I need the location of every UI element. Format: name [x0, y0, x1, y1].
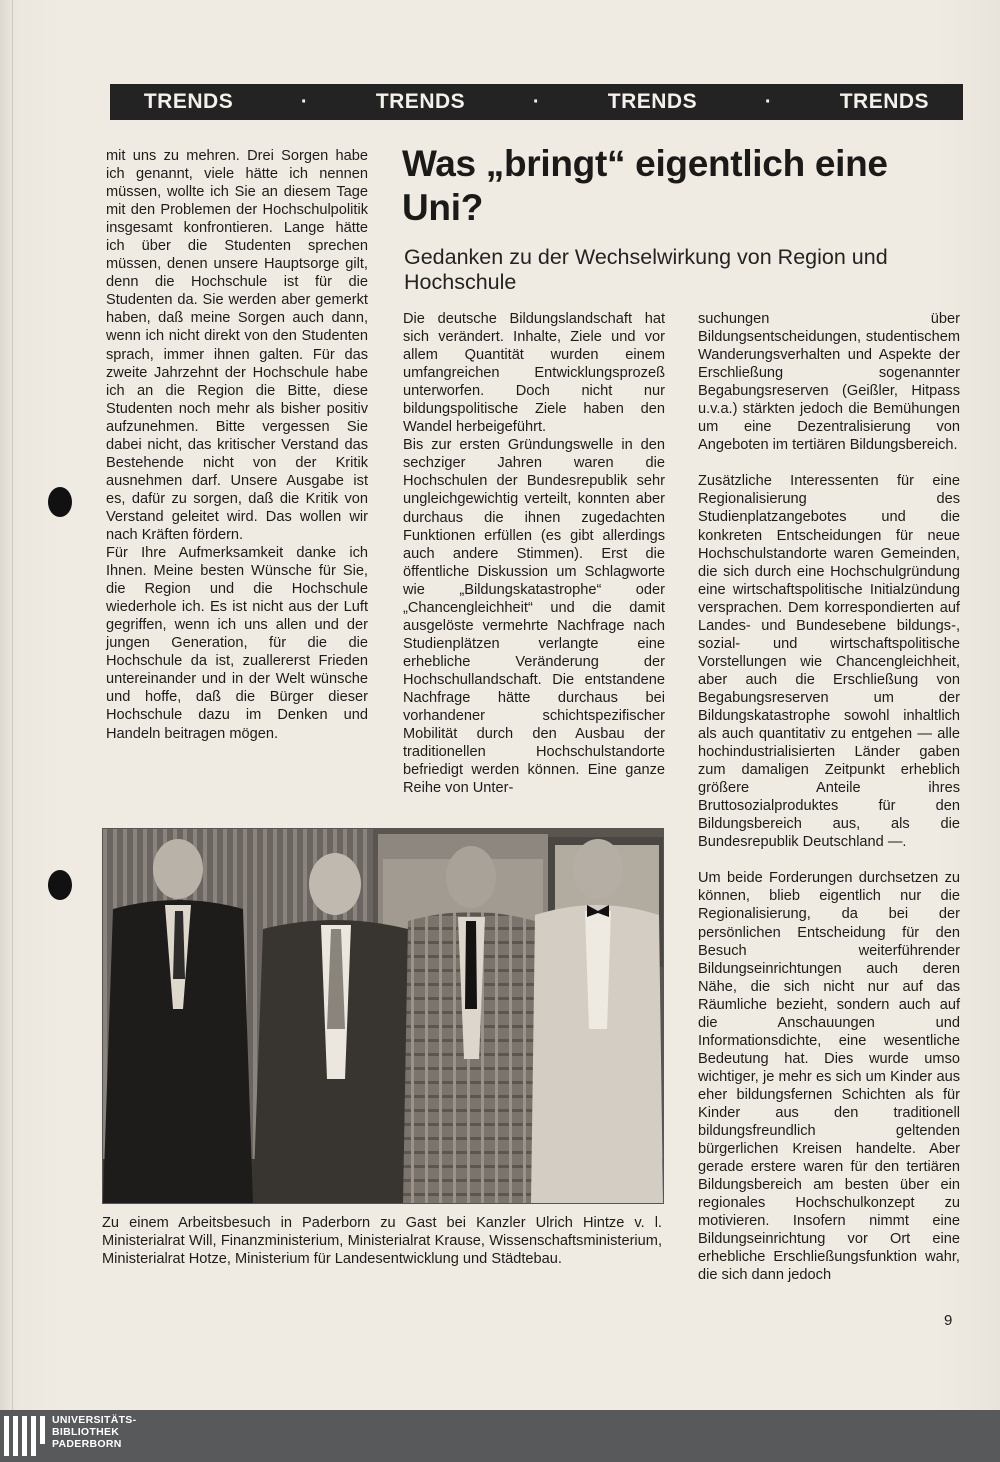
group-photo-illustration — [103, 829, 663, 1203]
banner-item: TRENDS — [375, 90, 466, 113]
banner-item: TRENDS — [607, 90, 698, 113]
article-paragraph: Zusätzliche Interessenten für eine Regionalisierung des Studienplatzangebotes und die konkreten Entscheidungen für neue Hochschulstandorte waren Gemeinden, die sich durch eine Hochschulgründung eine wirtschaftspolitische Initialzündung versprachen. Dem korrespondierten auf Landes- und Bundesebene bildungs-, sozial- und wirtschaftspolitische Vorstellungen wie Chancengleichheit, aber auch die Erschließung von Begabungsreserven um der Bildungskatastrophe sowohl inhaltlich als auch quantitativ zu entgehen — alle hochindustrialisierten Länder gaben zum damaligen Zeitpunkt erheblich größere Anteile ihres Bruttosozialproduktes für den Bildungsbereich aus, als die Bundesrepublik Deutschland —. — [698, 473, 960, 851]
logo-line: PADERBORN — [52, 1438, 122, 1450]
banner-item: TRENDS — [143, 90, 234, 113]
banner-separator: · — [532, 90, 541, 113]
left-column-paragraph: Für Ihre Aufmerksamkeit danke ich Ihnen. Meine besten Wünsche für Sie, die Region und die Hochschule wiederhole ich. Es ist nicht aus der Luft gegriffen, wenn ich uns allen und der jungen Generation, für die die Hochschule da ist, zuallererst Frieden untereinander und in der Welt wünsche und hoffe, daß die Bürger dieser Hochschule dazu im Denken und Handeln beitragen mögen. — [106, 545, 368, 742]
group-photo — [102, 828, 664, 1204]
library-logo-icon — [4, 1416, 48, 1456]
page-number: 9 — [944, 1312, 953, 1329]
article-paragraph: Um beide Forderungen durchsetzen zu können, blieb eigentlich nur die Regionalisierung, da bei der persönlichen Entscheidung für den Besuch weiterführender Bildungseinrichtungen auch deren Nähe, die sich nicht nur auf das Räumliche bezieht, sondern auch auf die Anschauungen und Informationsdichte, eine wesentliche Bedeutung hat. Dies wurde umso wichtiger, je mehr es sich um Kinder aus eher bildungsfernen Schichten als für Kinder aus den traditionell bildungsfreundlich geltenden bürgerlichen Kreisen handelte. Aber gerade erstere waren für den tertiären Bildungsbereich am besten über ein regionales Hochschulkonzept zu motivieren. Insofern nimmt eine Bildungseinrichtung vor Ort eine erhebliche Erschließungsfunktion wahr, die sich dann jedoch — [698, 870, 960, 1284]
library-footer — [0, 1410, 1000, 1462]
article-paragraph: Die deutsche Bildungslandschaft hat sich verändert. Inhalte, Ziele und vor allem Quantität wurden einem umfangreichen Entwicklungsprozeß unterworfen. Doch nicht nur bildungspolitische Ziele haben den Wandel herbeigeführt. — [403, 311, 665, 436]
article-paragraph: Bis zur ersten Gründungswelle in den sechziger Jahren waren die Hochschulen der Bundesrepublik sehr ungleichgewichtig verteilt, konnten aber durchaus die ihnen zugedachten Funktionen erfüllen (es gibt allerdings auch andere Stimmen). Erst die öffentliche Diskussion um Schlagworte wie „Bildungskatastrophe“ oder „Chancengleichheit“ und die damit ausgelöste vermehrte Nachfrage nach Studienplätzen verlangte eine erhebliche Veränderung der Hochschullandschaft. Die entstandene Nachfrage hätte durchaus bei vorhandener schichtspezifischer Mobilität durch den Ausbau der traditionellen Hochschulstandorte befriedigt werden können. Eine ganze Reihe von Unter- — [403, 437, 665, 797]
banner-item: TRENDS — [839, 90, 930, 113]
trends-banner — [110, 84, 963, 120]
logo-line: UNIVERSITÄTS- — [52, 1414, 137, 1426]
punch-hole-top — [48, 487, 72, 517]
punch-hole-bottom — [48, 870, 72, 900]
article-paragraph: suchungen über Bildungsentscheidungen, studentischem Wanderungsverhalten und Aspekte der Erschließung sogenannter Begabungsreserven (Geißler, Hitpass u.v.a.) stärkten jedoch die Bemühungen um eine Dezentralisierung von Angeboten im tertiären Bildungsbereich. — [698, 311, 960, 454]
left-column-paragraph: mit uns zu mehren. Drei Sorgen habe ich genannt, viele hätte ich nennen müssen, wollte ich Sie an diesem Tage mit den Problemen der Hochschulpolitik insgesamt konfrontieren. Lange hätte ich über die Studenten sprechen müssen, denen unsere Hauptsorge gilt, denn die Hochschule ist für die Studenten da. Sie werden aber gemerkt haben, daß meine Sorgen auch dann, wenn ich nicht direkt von den Studenten sprach, immer ihnen galten. Für das zweite Jahrzehnt der Hochschule habe ich an die Region die Bitte, diese Studenten noch mehr als bisher positiv aufzunehmen. Bitte vergessen Sie dabei nicht, das kritischer Verstand das Bestehende nicht von der Kritik ausnehmen darf. Unsere Ausgabe ist es, dafür zu sorgen, daß die Kritik von Verstand geleitet wird. Das wollen wir nach Kräften fördern. — [106, 148, 368, 543]
middle-column — [403, 310, 665, 797]
banner-separator: · — [764, 90, 772, 113]
binding-edge — [12, 0, 13, 1410]
library-logo-text — [52, 1414, 136, 1450]
right-column — [698, 310, 960, 1284]
logo-line: BIBLIOTHEK — [52, 1426, 120, 1438]
photo-caption: Zu einem Arbeitsbesuch in Paderborn zu Gast bei Kanzler Ulrich Hintze v. l. Ministerialrat Will, Finanzministerium, Ministerialrat Krause, Wissenschaftsministerium, Ministerialrat Hotze, Ministerium für Landesentwicklung und Städtebau. — [102, 1215, 662, 1267]
left-column — [106, 147, 368, 743]
banner-separator: · — [300, 90, 309, 113]
article-subheadline: Gedanken zu der Wechselwirkung von Region und Hochschule — [404, 245, 888, 294]
article-headline: Was „bringt“ eigentlich eine Uni? — [402, 143, 888, 228]
